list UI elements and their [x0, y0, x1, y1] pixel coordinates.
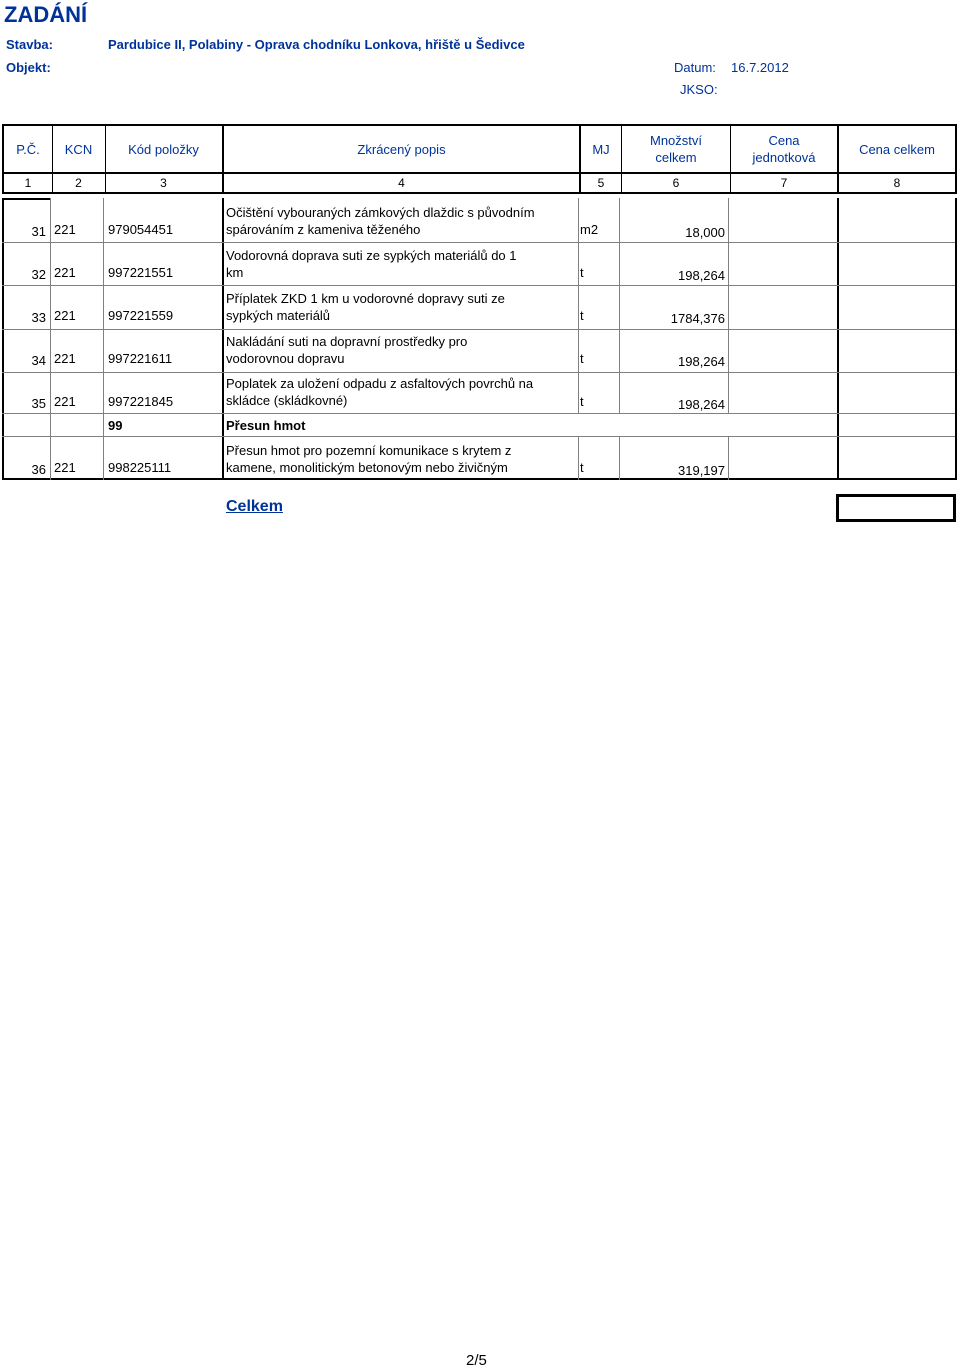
row-mnozstvi: 198,264 [678, 354, 725, 369]
row-mj: m2 [580, 222, 599, 237]
col-header-cena-jednotkova [731, 126, 837, 172]
row-popis-line1: Příplatek ZKD 1 km u vodorovné dopravy suti ze [226, 291, 505, 306]
table-header [2, 124, 957, 194]
col-header-cena-line1: Cena [768, 133, 800, 148]
col-header-popis: Zkrácený popis [357, 141, 446, 157]
row-popis [226, 442, 576, 476]
datum-value: 16.7.2012 [731, 60, 789, 75]
row-kcn: 221 [54, 460, 76, 475]
row-popis-line1: Poplatek za uložení odpadu z asfaltových povrchů na [226, 376, 534, 391]
col-number-5: 5 [597, 176, 605, 190]
section-popis: Přesun hmot [226, 418, 306, 433]
section-kod: 99 [108, 418, 123, 433]
total-label: Celkem [226, 498, 283, 515]
row-popis [226, 375, 576, 409]
page-number: 2/5 [466, 1352, 487, 1369]
row-mnozstvi: 198,264 [678, 268, 725, 283]
row-popis-line2: skládce (skládkovné) [226, 393, 348, 408]
row-pc: 32 [31, 267, 46, 282]
row-pc: 36 [31, 462, 46, 477]
row-popis-line2: vodorovnou dopravu [226, 351, 345, 366]
row-popis-line2: km [226, 265, 244, 280]
col-number-1: 1 [24, 176, 32, 190]
row-mnozstvi: 319,197 [678, 463, 725, 478]
row-popis-line1: Vodorovná doprava suti ze sypkých materiálů do 1 [226, 248, 517, 263]
row-mj: t [580, 308, 584, 323]
col-number-4: 4 [398, 176, 405, 190]
row-kod: 997221611 [108, 351, 173, 366]
row-kcn: 221 [54, 265, 76, 280]
col-header-cena-line2: jednotková [752, 150, 816, 165]
col-number-2: 2 [75, 176, 82, 190]
col-header-kcn: KCN [64, 141, 93, 157]
row-kod: 997221559 [108, 308, 174, 323]
objekt-label: Objekt: [6, 60, 51, 75]
row-pc: 31 [31, 224, 46, 239]
row-kod: 997221845 [108, 394, 174, 409]
row-mnozstvi: 18,000 [685, 225, 725, 240]
row-mnozstvi: 198,264 [678, 397, 725, 412]
datum-label: Datum: [674, 60, 716, 75]
document-title: ZADÁNÍ [4, 2, 88, 27]
row-popis-line2: sypkých materiálů [226, 308, 331, 323]
row-popis-line2: spárováním z kameniva těženého [226, 222, 421, 237]
col-number-6: 6 [672, 176, 680, 190]
total-value-box [836, 494, 956, 522]
col-header-pc: P.Č. [16, 141, 40, 157]
row-mj: t [580, 460, 584, 475]
row-popis [226, 333, 576, 367]
col-number-7: 7 [780, 176, 788, 190]
col-number-8: 8 [893, 176, 901, 190]
row-pc: 34 [31, 353, 46, 368]
col-header-mnozstvi [622, 126, 730, 172]
col-header-mj: MJ [592, 141, 610, 157]
row-kod: 979054451 [108, 222, 174, 237]
row-mj: t [580, 351, 584, 366]
row-mj: t [580, 265, 584, 280]
stavba-value: Pardubice II, Polabiny - Oprava chodníku Lonkova, hřiště u Šedivce [108, 37, 525, 52]
row-mnozstvi: 1784,376 [670, 311, 725, 326]
jkso-label: JKSO: [680, 82, 718, 97]
row-kcn: 221 [54, 351, 76, 366]
row-kcn: 221 [54, 308, 76, 323]
row-kod: 998225111 [108, 460, 172, 475]
row-mj: t [580, 394, 584, 409]
row-popis [226, 247, 576, 281]
col-header-kod: Kód položky [128, 141, 199, 157]
stavba-label: Stavba: [6, 37, 53, 52]
row-pc: 33 [31, 310, 46, 325]
row-kod: 997221551 [108, 265, 174, 280]
row-popis [226, 204, 576, 238]
row-popis-line1: Přesun hmot pro pozemní komunikace s krytem z [226, 443, 512, 458]
row-pc: 35 [31, 396, 46, 411]
col-header-cena-celkem: Cena celkem [859, 141, 935, 157]
col-header-mnozstvi-line1: Množství [649, 133, 702, 148]
row-kcn: 221 [54, 394, 76, 409]
col-header-mnozstvi-line2: celkem [655, 150, 697, 165]
row-popis-line1: Očištění vybouraných zámkových dlaždic s původním [226, 205, 535, 220]
row-popis-line2: kamene, monolitickým betonovým nebo živičným [226, 460, 508, 475]
row-popis-line1: Nakládání suti na dopravní prostředky pro [226, 334, 468, 349]
row-kcn: 221 [54, 222, 76, 237]
col-number-3: 3 [160, 176, 167, 190]
row-popis [226, 290, 576, 324]
